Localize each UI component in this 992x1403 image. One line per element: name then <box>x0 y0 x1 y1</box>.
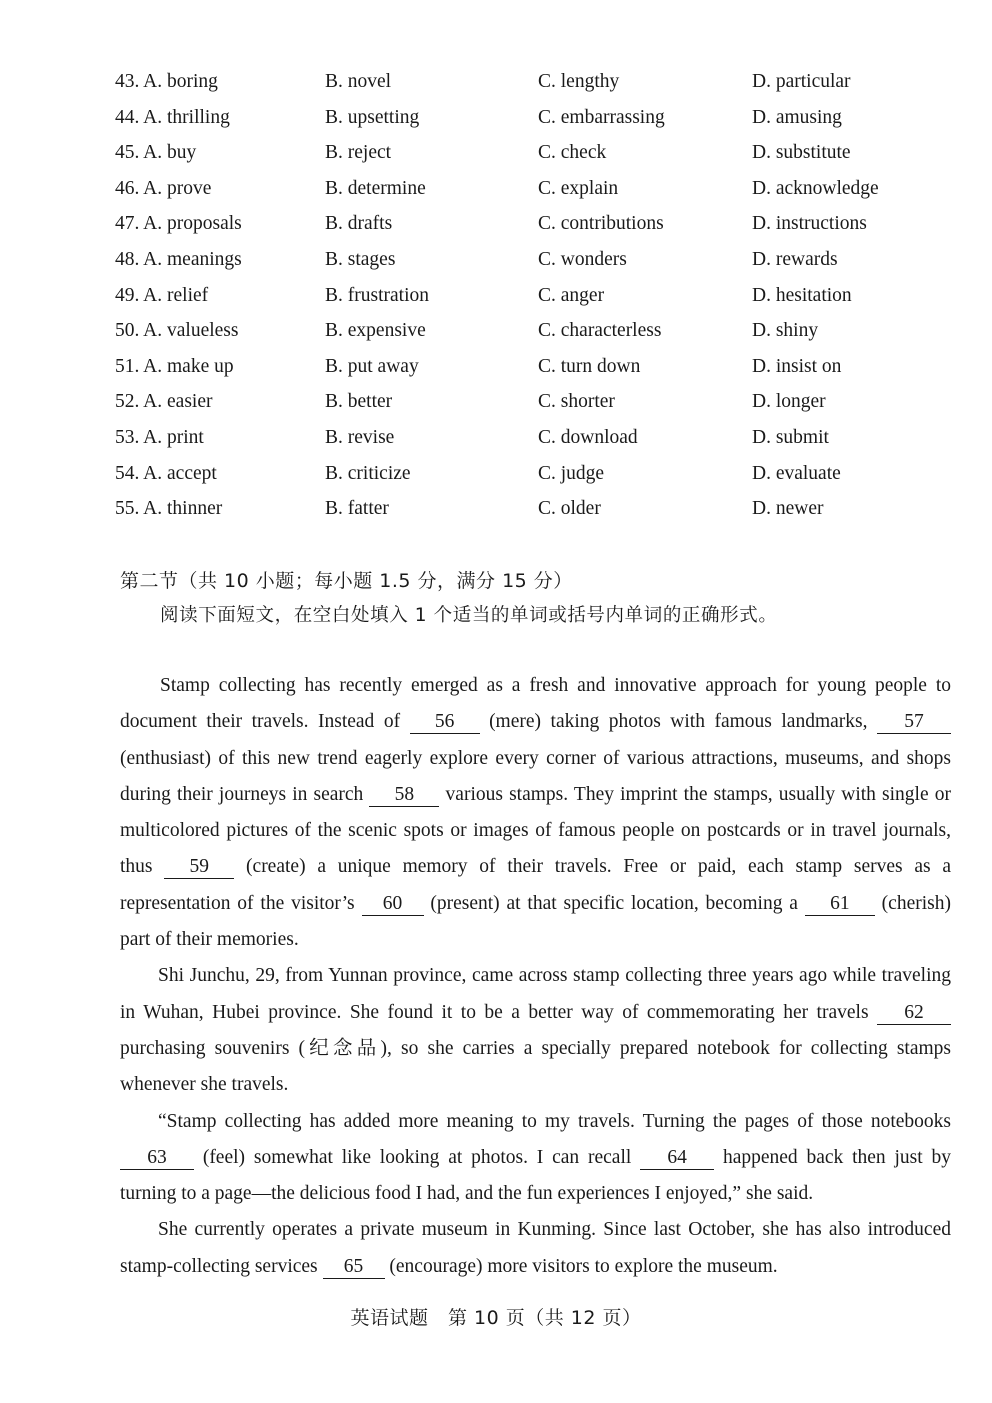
option-d: D. amusing <box>752 106 842 128</box>
option-row-54 <box>115 456 915 492</box>
option-b: B. stages <box>325 248 396 270</box>
option-row-53 <box>115 420 915 456</box>
option-b: B. drafts <box>325 213 393 235</box>
passage-text: (encourage) more visitors to explore the museum. <box>384 1255 778 1277</box>
passage-text: (mere) taking photos with famous landmarks, <box>479 711 877 733</box>
option-b: B. novel <box>325 71 392 92</box>
blank-60: 60 <box>362 893 424 916</box>
option-d: D. particular <box>752 71 851 92</box>
option-a: 48. A. meanings <box>115 248 242 270</box>
option-a: 45. A. buy <box>115 142 197 164</box>
option-c: C. embarrassing <box>538 106 665 128</box>
passage-text: (feel) somewhat like looking at photos. I can recall <box>194 1146 641 1168</box>
passage-text: various stamps. They imprint the stamps, usually with single or multicolored pictures of the scenic spots or images of famous people on postcards or in travel journals, thus <box>120 783 951 878</box>
option-a: 50. A. valueless <box>115 320 239 342</box>
option-c: C. judge <box>538 462 605 484</box>
option-b: B. reject <box>325 142 392 164</box>
passage-text: purchasing souvenirs (纪念品), so she carries a specially prepared notebook for collecting stamps whenever she travels. <box>120 1037 951 1096</box>
passage-text: Shi Junchu, 29, from Yunnan province, came across stamp collecting three years ago while traveling in Wuhan, Hubei province. She found it to be a better way of commemorating her travels <box>120 965 951 1023</box>
blank-57: 57 <box>877 711 951 734</box>
option-row-49 <box>115 278 915 314</box>
option-a: 44. A. thrilling <box>115 106 230 128</box>
option-row-47 <box>115 206 915 242</box>
option-a: 55. A. thinner <box>115 498 223 520</box>
blank-59: 59 <box>164 856 234 879</box>
option-d: D. evaluate <box>752 462 841 484</box>
option-c: C. download <box>538 426 638 448</box>
option-row-52 <box>115 384 915 420</box>
option-row-43 <box>115 64 915 100</box>
blank-65: 65 <box>323 1256 385 1279</box>
option-d: D. newer <box>752 498 824 520</box>
option-b: B. upsetting <box>325 106 420 128</box>
option-b: B. better <box>325 391 393 413</box>
passage-text: (present) at that specific location, becoming a <box>423 892 805 914</box>
paragraph-1 <box>120 668 951 958</box>
passage-text: happened back then just by turning to a page—the delicious food I had, and the fun experiences I enjoyed,” she said. <box>120 1146 952 1205</box>
option-row-51 <box>115 349 915 385</box>
reading-passage <box>120 668 951 1285</box>
option-b: B. determine <box>325 177 426 199</box>
blank-63: 63 <box>120 1147 194 1170</box>
option-d: D. substitute <box>752 142 851 164</box>
passage-text: Stamp collecting has recently emerged as a fresh and innovative approach for young people to document their travels. Instead of <box>120 675 951 733</box>
option-a: 54. A. accept <box>115 462 217 484</box>
option-row-48 <box>115 242 915 278</box>
blank-61: 61 <box>805 893 875 916</box>
section-title: 第二节（共 10 小题；每小题 1.5 分，满分 15 分） <box>120 570 573 592</box>
passage-text: (enthusiast) of this new trend eagerly explore every corner of various attractions, museums, and shops during their journeys in search <box>120 747 951 805</box>
option-row-55 <box>115 491 915 527</box>
option-d: D. instructions <box>752 213 867 235</box>
option-a: 51. A. make up <box>115 355 234 377</box>
passage-text: (cherish) part of their memories. <box>120 892 951 951</box>
options-table <box>115 64 915 527</box>
section-instruction: 阅读下面短文，在空白处填入 1 个适当的单词或括号内单词的正确形式。 <box>160 605 778 626</box>
option-d: D. insist on <box>752 355 842 377</box>
option-row-45 <box>115 135 915 171</box>
option-c: C. lengthy <box>538 71 620 92</box>
option-a: 52. A. easier <box>115 391 213 413</box>
option-a: 49. A. relief <box>115 284 209 306</box>
blank-62: 62 <box>877 1002 951 1025</box>
option-c: C. characterless <box>538 320 662 342</box>
option-c: C. shorter <box>538 391 615 413</box>
option-b: B. frustration <box>325 284 429 306</box>
page-footer: 英语试题 第 10 页（共 12 页） <box>350 1307 642 1329</box>
option-d: D. acknowledge <box>752 177 879 199</box>
option-d: D. submit <box>752 426 829 448</box>
option-row-50 <box>115 313 915 349</box>
blank-58: 58 <box>369 784 439 807</box>
option-d: D. rewards <box>752 248 838 270</box>
passage-text: She currently operates a private museum in Kunming. Since last October, she has also introduced stamp-collecting services <box>120 1219 951 1277</box>
option-b: B. fatter <box>325 498 389 520</box>
option-b: B. revise <box>325 426 395 448</box>
paragraph-4 <box>120 1212 951 1285</box>
option-c: C. contributions <box>538 213 664 235</box>
option-b: B. expensive <box>325 320 426 342</box>
option-c: C. turn down <box>538 355 641 377</box>
option-b: B. put away <box>325 355 419 377</box>
passage-text: “Stamp collecting has added more meaning to my travels. Turning the pages of those notebooks <box>158 1110 951 1132</box>
option-a: 53. A. print <box>115 426 204 448</box>
paragraph-2 <box>120 958 951 1103</box>
blank-56: 56 <box>410 711 480 734</box>
option-row-44 <box>115 100 915 136</box>
passage-text: (create) a unique memory of their travels. Free or paid, each stamp serves as a representation of the visitor’s <box>120 856 952 914</box>
paragraph-3 <box>120 1104 951 1213</box>
option-d: D. hesitation <box>752 284 852 306</box>
option-a: 47. A. proposals <box>115 213 242 235</box>
option-c: C. wonders <box>538 248 627 270</box>
option-a: 43. A. boring <box>115 71 218 92</box>
option-b: B. criticize <box>325 462 411 484</box>
option-a: 46. A. prove <box>115 177 212 199</box>
option-d: D. longer <box>752 391 826 413</box>
blank-64: 64 <box>640 1147 714 1170</box>
option-c: C. anger <box>538 284 605 306</box>
option-d: D. shiny <box>752 320 819 342</box>
option-c: C. explain <box>538 177 619 199</box>
option-row-46 <box>115 171 915 207</box>
option-c: C. older <box>538 498 601 520</box>
option-c: C. check <box>538 142 607 164</box>
